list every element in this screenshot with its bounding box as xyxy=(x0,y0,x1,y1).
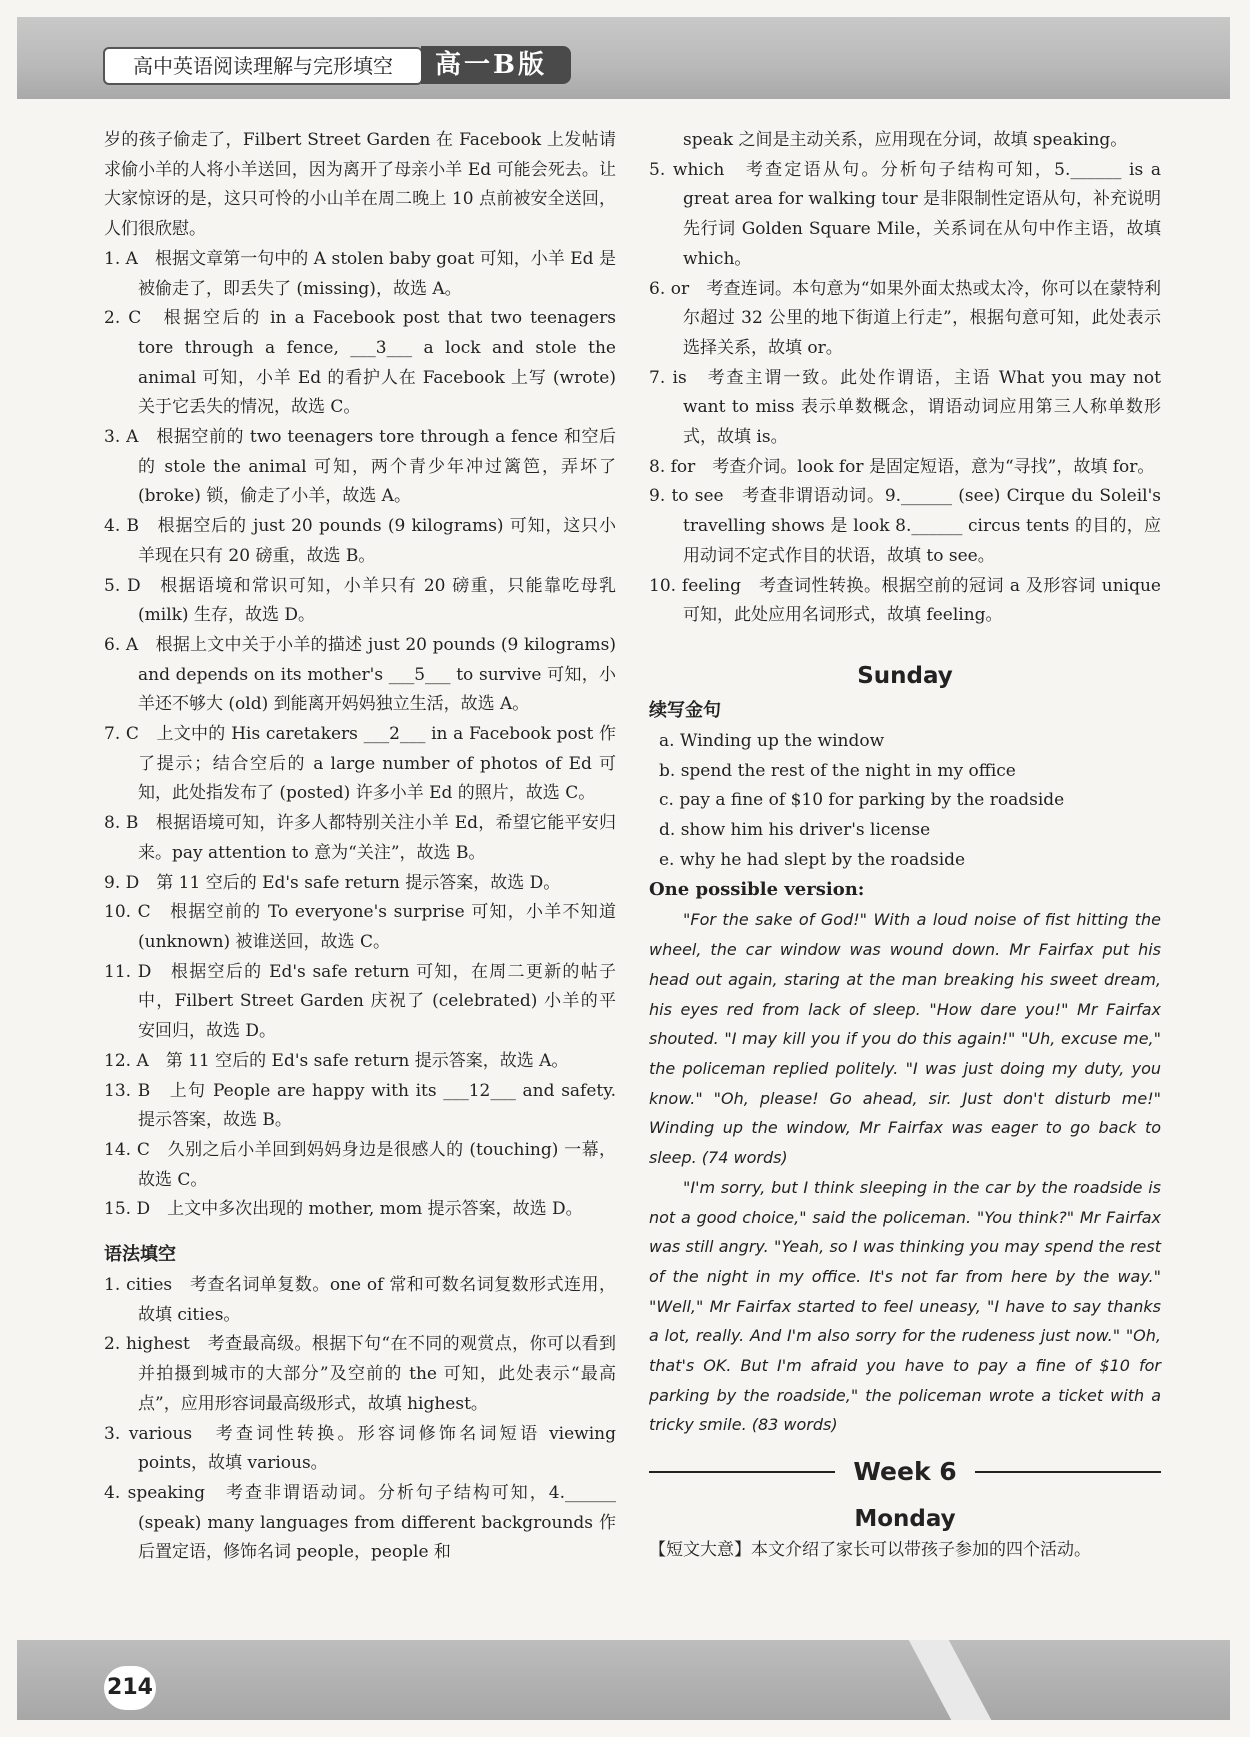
golden-sentence: a. Winding up the window xyxy=(659,730,885,751)
week-divider xyxy=(649,1452,1161,1492)
essay-paragraph: "I'm sorry, but I think sleeping in the car by the roadside is not a good choice," said the policeman. "You think?" Mr Fairfax was still angry. "Yeah, so I was thinking you may spend the rest of the night in my office. It's not far from here by the way." "Well," Mr Fairfax started to feel uneasy, "I have to say thanks a lot, really. And I'm also sorry for the rudeness just now." "Oh, that's OK. But I'm afraid you have to pay a fine of $10 for parking by the roadside," the policeman wrote a ticket with a tricky smile. (83 words) xyxy=(649,1177,1161,1435)
grammar-item: 4. speaking 考查非谓语动词。分析句子结构可知，4.______ (speak) many languages from different backgrounds 作后置定语，修饰名词 people，people 和 xyxy=(104,1482,616,1563)
edition-label: 高一B版 xyxy=(421,46,571,84)
grammar-item: 1. cities 考查名词单复数。one of 常和可数名词复数形式连用，故填 cities。 xyxy=(104,1275,616,1325)
divider-line xyxy=(975,1471,1161,1473)
grammar-continued: speak 之间是主动关系，应用现在分词，故填 speaking。 xyxy=(683,130,1128,150)
answer-item: 4. B 根据空后的 just 20 pounds (9 kilograms) 可知，这只小羊现在只有 20 磅重，故选 B。 xyxy=(104,516,616,566)
answer-item: 14. C 久别之后小羊回到妈妈身边是很感人的 (touching) 一幕，故选 C。 xyxy=(104,1139,616,1190)
answer-item: 1. A 根据文章第一句中的 A stolen baby goat 可知，小羊 Ed 是被偷走了，即丢失了 (missing)，故选 A。 xyxy=(104,248,616,299)
answer-item: 15. D 上文中多次出现的 mother, mom 提示答案，故选 D。 xyxy=(104,1199,583,1220)
sunday-title: Sunday xyxy=(857,662,953,689)
grammar-item: 10. feeling 考查词性转换。根据空前的冠词 a 及形容词 unique 可知，此处应用名词形式，故填 feeling。 xyxy=(649,575,1161,626)
grammar-item: 2. highest 考查最高级。根据下句“在不同的观赏点，你可以看到并拍摄到城市的大部分”及空前的 the 可知，此处表示“最高点”，应用形容词最高级形式，故填 highest。 xyxy=(104,1334,616,1414)
page-number: 214 xyxy=(104,1666,156,1710)
answer-item: 6. A 根据上文中关于小羊的描述 just 20 pounds (9 kilograms) and depends on its mother's ___5___ to survive 可知，小羊还不够大 (old) 到能离开妈妈独立生活，故选 A。 xyxy=(104,634,616,715)
book-title: 高中英语阅读理解与完形填空 xyxy=(103,47,423,85)
golden-sentence: b. spend the rest of the night in my office xyxy=(659,760,1016,781)
right-column xyxy=(649,126,1161,1566)
answer-item: 11. D 根据空后的 Ed's safe return 可知，在周二更新的帖子中，Filbert Street Garden 庆祝了 (celebrated) 小羊的平安回归，故选 D。 xyxy=(104,961,616,1042)
answer-item: 7. C 上文中的 His caretakers ___2___ in a Facebook post 作了提示；结合空后的 a large number of photos of Ed 可知，此处指发布了 (posted) 许多小羊 Ed 的照片，故选 C。 xyxy=(104,724,616,804)
golden-sentence: d. show him his driver's license xyxy=(659,820,931,841)
answer-item: 8. B 根据语境可知，许多人都特别关注小羊 Ed，希望它能平安归来。pay attention to 意为“关注”，故选 B。 xyxy=(104,813,616,863)
monday-title: Monday xyxy=(854,1506,956,1533)
grammar-item: 3. various 考查词性转换。形容词修饰名词短语 viewing points，故填 various。 xyxy=(104,1423,616,1474)
footer-band xyxy=(17,1640,1230,1720)
intro-paragraph: 岁的孩子偷走了，Filbert Street Garden 在 Facebook 上发帖请求偷小羊的人将小羊送回，因为离开了母亲小羊 Ed 可能会死去。让大家惊讶的是，这只可怜的小山羊在周二晚上 10 点前被安全送回，人们很欣慰。 xyxy=(104,130,616,240)
grammar-item: 7. is 考查主谓一致。此处作谓语，主语 What you may not want to miss 表示单数概念，谓语动词应用第三人称单数形式，故填 is。 xyxy=(649,367,1161,448)
grammar-item: 9. to see 考查非谓语动词。9.______ (see) Cirque du Soleil's travelling shows 是 look 8.______ circus tents 的目的，应用动词不定式作目的状语，故填 to see。 xyxy=(649,486,1161,566)
answer-item: 2. C 根据空后的 in a Facebook post that two teenagers tore through a fence, ___3___ a lock and stole the animal 可知，小羊 Ed 的看护人在 Facebook 上写 (wrote) 关于它丢失的情况，故选 C。 xyxy=(104,308,616,418)
summary-line: 【短文大意】本文介绍了家长可以带孩子参加的四个活动。 xyxy=(649,1540,1091,1561)
answer-item: 13. B 上句 People are happy with its ___12___ and safety. 提示答案，故选 B。 xyxy=(104,1080,616,1131)
answer-item: 9. D 第 11 空后的 Ed's safe return 提示答案，故选 D。 xyxy=(104,872,561,893)
week-title: Week 6 xyxy=(853,1457,957,1487)
version-heading: One possible version: xyxy=(649,879,865,901)
divider-line xyxy=(649,1471,835,1473)
golden-sentences-heading: 续写金句 xyxy=(649,699,721,721)
answer-item: 5. D 根据语境和常识可知，小羊只有 20 磅重，只能靠吃母乳 (milk) 生存，故选 D。 xyxy=(104,575,616,626)
answer-item: 10. C 根据空前的 To everyone's surprise 可知，小羊不知道 (unknown) 被谁送回，故选 C。 xyxy=(104,902,616,952)
grammar-item: 6. or 考查连词。本句意为“如果外面太热或太冷，你可以在蒙特利尔超过 32 公里的地下街道上行走”，根据句意可知，此处表示选择关系，故填 or。 xyxy=(649,278,1161,358)
grammar-item: 8. for 考查介词。look for 是固定短语，意为“寻找”，故填 for。 xyxy=(649,456,1155,477)
golden-sentence: e. why he had slept by the roadside xyxy=(659,849,966,870)
essay-paragraph: "For the sake of God!" With a loud noise of fist hitting the wheel, the car window was wound down. Mr Fairfax put his head out again, staring at the man breaking his sweet dream, his eyes red from lack of sleep. "How dare you!" Mr Fairfax shouted. "I may kill you if you do this again!" "Uh, excuse me," the policeman replied politely. "I was just doing my duty, you know." "Oh, please! Go ahead, sir. Just don't disturb me!" Winding up the window, Mr Fairfax was eager to go back to sleep. (74 words) xyxy=(649,910,1161,1168)
left-column xyxy=(104,126,616,1568)
golden-sentence: c. pay a fine of $10 for parking by the roadside xyxy=(659,790,1065,811)
grammar-heading: 语法填空 xyxy=(104,1244,176,1266)
grammar-item: 5. which 考查定语从句。分析句子结构可知，5.______ is a great area for walking tour 是非限制性定语从句，补充说明先行词 Golden Square Mile，关系词在从句中作主语，故填 which。 xyxy=(649,159,1161,269)
answer-item: 3. A 根据空前的 two teenagers tore through a fence 和空后的 stole the animal 可知，两个青少年冲过篱笆，弄坏了 (broke) 锁，偷走了小羊，故选 A。 xyxy=(104,427,616,507)
answer-item: 12. A 第 11 空后的 Ed's safe return 提示答案，故选 A。 xyxy=(104,1050,569,1071)
